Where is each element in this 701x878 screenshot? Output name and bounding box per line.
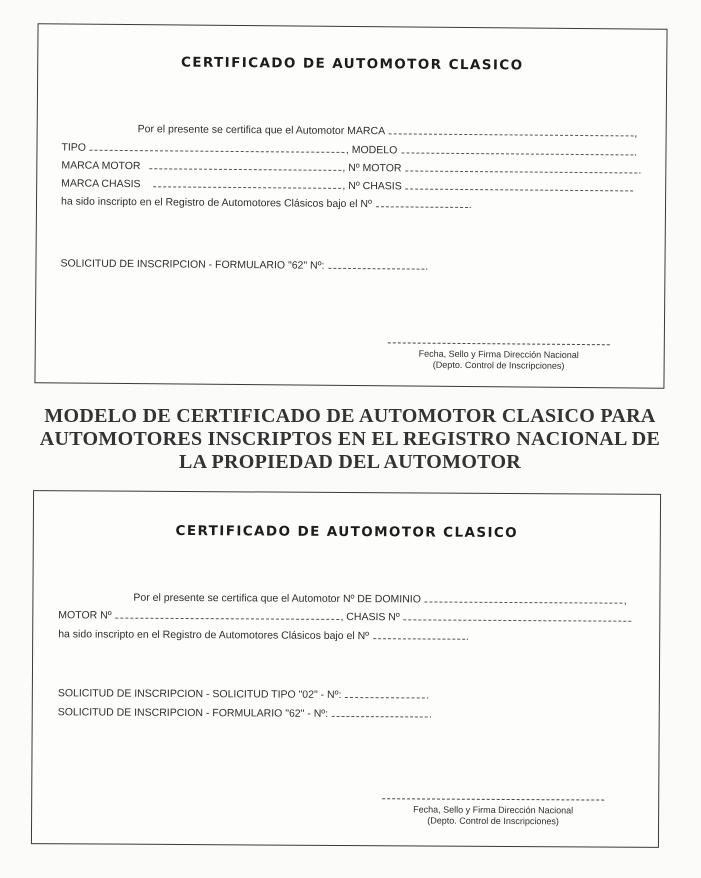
tipo-field[interactable] [90,142,345,153]
motor-label: MOTOR Nº [58,609,112,622]
nro-motor-label: Nº MOTOR [348,161,402,175]
signature-caption-line1: Fecha, Sello y Firma Dirección Nacional [413,804,574,816]
formulario-number-field[interactable] [328,260,424,270]
solicitud-formulario-line: SOLICITUD DE INSCRIPCION - FORMULARIO "62" - Nº: . [57,706,432,721]
solicitud-formulario-text: SOLICITUD DE INSCRIPCION - FORMULARIO "62" Nº: [60,257,325,272]
signature-caption [382,804,604,827]
heading-line-1: MODELO DE CERTIFICADO DE AUTOMOTOR CLASICO PARA [44,405,656,427]
registro-text: ha sido inscripto en el Registro de Automotores Clásicos bajo el Nº [60,195,372,211]
solicitud-formulario-text: SOLICITUD DE INSCRIPCION - FORMULARIO "62" - Nº: [57,706,329,720]
solicitud-formulario-line: SOLICITUD DE INSCRIPCION - FORMULARIO "62" Nº: . [60,257,429,273]
marca-motor-field[interactable] [149,160,341,171]
tipo-modelo-line: TIPO , MODELO . [61,141,638,159]
page-heading [20,405,680,474]
registro-line: ha sido inscripto en el Registro de Automotores Clásicos bajo el Nº . [60,195,472,212]
signature-caption-line2: (Depto. Control de Inscripciones) [432,359,565,371]
marca-motor-label: MARCA MOTOR [61,159,141,173]
nro-motor-field[interactable] [405,162,637,173]
marca-field[interactable] [388,125,633,136]
marca-chasis-field[interactable] [153,178,341,189]
solicitud-tipo-line: SOLICITUD DE INSCRIPCION - SOLICITUD TIPO "02" - Nº: . [57,687,430,702]
dominio-field[interactable] [425,593,623,603]
signature-line[interactable] [388,342,610,345]
intro-line: Por el presente se certifica que el Automotor Nº DE DOMINIO , [133,591,627,607]
intro-text: Por el presente se certifica que el Automotor MARCA [137,123,385,138]
registro-line: ha sido inscripto en el Registro de Automotores Clásicos bajo el Nº . [58,628,469,643]
signature-caption [388,348,610,372]
registro-text: ha sido inscripto en el Registro de Automotores Clásicos bajo el Nº [58,628,370,643]
registro-number-field[interactable] [373,630,465,640]
certificate-2 [31,490,661,848]
motor-line: MARCA MOTOR , Nº MOTOR . [61,159,642,177]
certificate-title: CERTIFICADO DE AUTOMOTOR CLASICO [180,54,524,74]
solicitud-tipo-number-field[interactable] [345,689,425,698]
modelo-label: MODELO [351,144,398,157]
signature-caption-line2: (Depto. Control de Inscripciones) [427,815,559,827]
marca-chasis-label: MARCA CHASIS [61,177,141,191]
solicitud-tipo-text: SOLICITUD DE INSCRIPCION - SOLICITUD TIPO "02" - Nº: [57,687,342,701]
tipo-label: TIPO [61,141,87,154]
heading-line-3: LA PROPIEDAD DEL AUTOMOTOR [178,451,522,473]
signature-caption-line1: Fecha, Sello y Firma Dirección Nacional [418,348,579,360]
certificate-1 [34,23,667,388]
certificate-title: CERTIFICADO DE AUTOMOTOR CLASICO [175,522,519,542]
modelo-field[interactable] [401,144,633,155]
nro-chasis-field[interactable] [406,180,634,191]
intro-line: Por el presente se certifica que el Automotor MARCA , [137,123,638,140]
intro-text: Por el presente se certifica que el Automotor Nº DE DOMINIO [133,591,421,606]
motor-field[interactable] [115,610,339,620]
signature-line[interactable] [382,798,604,800]
motor-chasis-line: MOTOR Nº , CHASIS Nº [58,609,632,625]
chasis-label: CHASIS Nº [346,611,400,624]
nro-chasis-label: Nº CHASIS [348,179,402,193]
heading-line-2: AUTOMOTORES INSCRIPTOS EN EL REGISTRO NACIONAL DE [39,428,661,450]
chasis-field[interactable] [404,611,632,621]
registro-number-field[interactable] [376,198,468,208]
formulario-number-field[interactable] [332,708,428,718]
chasis-line: MARCA CHASIS , Nº CHASIS [61,177,635,194]
